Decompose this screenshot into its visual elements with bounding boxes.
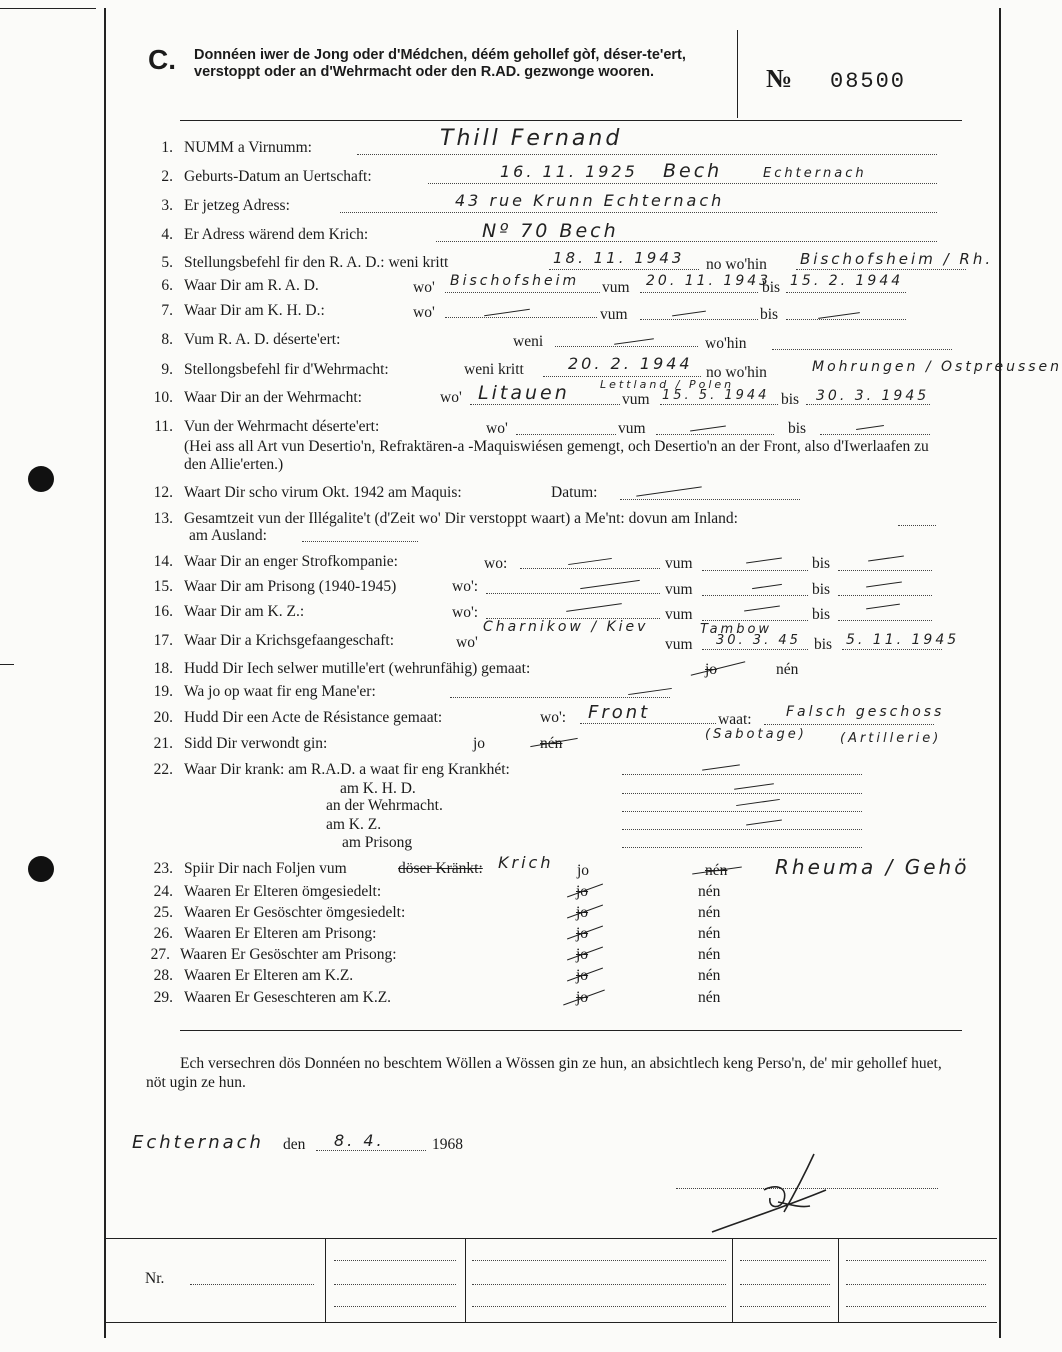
item-label: wo' bbox=[440, 389, 462, 406]
item-label: Waaren Er Gesöschter am Prisong: bbox=[180, 946, 397, 963]
item-number: 8. bbox=[161, 331, 173, 348]
number-sign: № bbox=[766, 64, 793, 93]
item-label: NUMM a Virnumm: bbox=[184, 139, 312, 156]
option-jo-struck: jo bbox=[576, 904, 589, 921]
footer-divider bbox=[325, 1238, 326, 1322]
date-label: den bbox=[283, 1136, 306, 1153]
fill-line bbox=[622, 811, 862, 812]
item-label: Waaren Er Gesöschter ömgesiedelt: bbox=[184, 904, 406, 921]
item-number: 9. bbox=[161, 361, 173, 378]
item-label: vum bbox=[618, 420, 646, 437]
item-label: wo' bbox=[413, 279, 435, 296]
fill-line bbox=[472, 1306, 726, 1307]
option-nen-struck: nén bbox=[705, 862, 728, 879]
fill-line bbox=[740, 1306, 830, 1307]
handwritten-consequences: Rheuma / Gehö bbox=[775, 855, 970, 879]
handwritten-pow-location: Charnikow / Kiev bbox=[483, 619, 649, 635]
option-nen: nén bbox=[698, 925, 721, 942]
fill-line bbox=[470, 404, 620, 405]
item-label: bis bbox=[812, 581, 831, 598]
handwritten-wehrmacht-from: 15. 5. 1944 bbox=[662, 388, 770, 403]
item-label: bis bbox=[812, 555, 831, 572]
item-label: vum bbox=[622, 391, 650, 408]
fill-line bbox=[450, 697, 670, 698]
option-nen-struck: nén bbox=[540, 735, 563, 752]
fill-line bbox=[702, 620, 808, 621]
fill-line bbox=[334, 1284, 456, 1285]
fill-line bbox=[820, 434, 930, 435]
item-label: Vun der Wehrmacht déserte'ert: bbox=[184, 418, 380, 435]
fill-line bbox=[838, 620, 932, 621]
item-number: 15. bbox=[153, 578, 173, 595]
handwritten-birth-place: Bech bbox=[663, 160, 723, 182]
handwritten-cause: Krich bbox=[498, 853, 554, 872]
handwritten-war-address: Nº 70 Bech bbox=[482, 220, 619, 242]
fill-line bbox=[516, 434, 616, 435]
item-label: Waar Dir a Krichsgefaangeschaft: bbox=[184, 632, 395, 649]
item-label: wo' bbox=[486, 420, 508, 437]
option-nen: nén bbox=[698, 946, 721, 963]
item-number: 23. bbox=[153, 860, 173, 877]
item-label: wo'hin bbox=[705, 335, 747, 352]
fill-line bbox=[660, 404, 778, 405]
item-label: wo' bbox=[456, 634, 478, 651]
option-jo-struck: jo bbox=[576, 989, 589, 1006]
option-nen: nén bbox=[698, 904, 721, 921]
signature-mark bbox=[704, 1150, 834, 1238]
footer-divider bbox=[732, 1238, 733, 1322]
fill-line bbox=[740, 1260, 830, 1261]
handwritten-artillery-note: (Artillerie) bbox=[840, 731, 942, 746]
handwritten-pow-to: 5. 11. 1945 bbox=[846, 632, 960, 648]
fill-line bbox=[640, 319, 758, 320]
item-sublabel: an der Wehrmacht. bbox=[326, 797, 443, 814]
item-label: weni bbox=[513, 333, 544, 350]
option-nen: nén bbox=[698, 989, 721, 1006]
footer-top-rule bbox=[104, 1238, 997, 1239]
handwritten-signing-date: 8. 4. bbox=[334, 1131, 385, 1150]
item-label: bis bbox=[788, 420, 807, 437]
item-label: no wo'hin bbox=[706, 256, 767, 273]
signing-year: 1968 bbox=[432, 1136, 463, 1153]
fill-line bbox=[622, 829, 862, 830]
item-number: 20. bbox=[153, 709, 173, 726]
item-label: Spiir Dir nach Foljen vum bbox=[184, 860, 347, 877]
item-number: 19. bbox=[153, 683, 173, 700]
fill-line bbox=[838, 570, 932, 571]
item-label: vum bbox=[665, 581, 693, 598]
item-label: Geburts-Datum an Uertschaft: bbox=[184, 168, 372, 185]
option-nen: nén bbox=[698, 883, 721, 900]
section-rule bbox=[180, 1030, 962, 1031]
item-label: Vum R. A. D. déserte'ert: bbox=[184, 331, 341, 348]
item-number: 5. bbox=[161, 254, 173, 271]
fill-line bbox=[656, 434, 774, 435]
item-number: 4. bbox=[161, 226, 173, 243]
item-label: Wa jo op waat fir eng Mane'er: bbox=[184, 683, 376, 700]
item-label: Waaren Er Elteren am K.Z. bbox=[184, 967, 354, 984]
fill-line bbox=[445, 317, 597, 318]
fill-line bbox=[846, 1260, 986, 1261]
fill-line bbox=[622, 793, 862, 794]
option-jo-struck: jo bbox=[576, 925, 589, 942]
fill-line bbox=[838, 595, 932, 596]
fill-line bbox=[702, 570, 808, 571]
fill-line bbox=[580, 723, 716, 724]
item-label: bis bbox=[812, 606, 831, 623]
item-label: Gesamtzeit vun der Illégalite't (d'Zeit wo' Dir verstoppt waart) a Me'nt: dovun am Inland: bbox=[184, 510, 738, 527]
handwritten-wehrmacht-destination: Mohrungen / Ostpreussen bbox=[812, 359, 1062, 375]
fill-line bbox=[846, 1284, 986, 1285]
item-number: 6. bbox=[161, 277, 173, 294]
item-label: vum bbox=[602, 279, 630, 296]
handwritten-rad-location: Bischofsheim bbox=[450, 273, 580, 289]
fill-line bbox=[334, 1306, 456, 1307]
handwritten-pow-location-2: Tambow bbox=[700, 622, 773, 637]
fill-line bbox=[190, 1284, 314, 1285]
top-edge-line bbox=[0, 8, 96, 9]
item-label: weni kritt bbox=[464, 361, 524, 378]
fill-line bbox=[740, 1284, 830, 1285]
handwritten-wehrmacht-location-2: Lettland / Polen bbox=[600, 378, 735, 391]
footer-divider bbox=[465, 1238, 466, 1322]
footer-divider bbox=[838, 1238, 839, 1322]
option-jo: jo bbox=[577, 862, 590, 879]
item-label: Waar Dir am R. A. D. bbox=[184, 277, 319, 294]
item-label: vum bbox=[600, 306, 628, 323]
item-sublabel: am Prisong bbox=[342, 834, 413, 851]
fill-line bbox=[549, 269, 699, 270]
item-number: 17. bbox=[153, 632, 173, 649]
item-number: 1. bbox=[161, 139, 173, 156]
item-number: 13. bbox=[153, 510, 173, 527]
item-number: 11. bbox=[154, 418, 173, 435]
fill-line bbox=[486, 593, 660, 594]
handwritten-wehrmacht-order-date: 20. 2. 1944 bbox=[568, 354, 693, 373]
item-label: Waaren Er Elteren am Prisong: bbox=[184, 925, 377, 942]
option-nen: nén bbox=[698, 967, 721, 984]
item-label: Waaren Er Elteren ömgesiedelt: bbox=[184, 883, 382, 900]
fill-line bbox=[357, 154, 937, 155]
item-label: Waar Dir am Prisong (1940-1945) bbox=[184, 578, 397, 595]
handwritten-district: Echternach bbox=[763, 166, 867, 181]
handwritten-sabotage-note: (Sabotage) bbox=[705, 727, 807, 742]
item-label: bis bbox=[760, 306, 779, 323]
option-jo-struck: jo bbox=[576, 967, 589, 984]
item-label: no wo'hin bbox=[706, 364, 767, 381]
handwritten-resistance-act: Falsch geschoss bbox=[786, 704, 945, 720]
item-label: Datum: bbox=[551, 484, 598, 501]
handwritten-current-address: 43 rue Krunn Echternach bbox=[455, 191, 725, 210]
handwritten-resistance-place: Front bbox=[588, 702, 651, 723]
punch-hole-bottom bbox=[28, 856, 54, 882]
option-nen: nén bbox=[776, 661, 799, 678]
item-number: 7. bbox=[161, 302, 173, 319]
item-label: vum bbox=[665, 606, 693, 623]
handwritten-signing-place: Echternach bbox=[132, 1132, 264, 1153]
fill-line bbox=[796, 269, 966, 270]
fill-line bbox=[786, 319, 906, 320]
item-note: (Hei ass all Art vun Desertio'n, Refraktären-a -Maquiswiésen gemengt, och Desertio'n an der Front, also d'Iwerlaafen zu den Allie'erten.) bbox=[184, 438, 929, 473]
item-label: wo': bbox=[452, 604, 479, 621]
punch-hole-top bbox=[28, 466, 54, 492]
fill-line bbox=[543, 376, 701, 377]
option-jo-struck: jo bbox=[576, 946, 589, 963]
item-label: waat: bbox=[718, 711, 752, 728]
item-number: 25. bbox=[153, 904, 173, 921]
item-number: 14. bbox=[153, 553, 173, 570]
item-label: Waar Dir am K. H. D.: bbox=[184, 302, 325, 319]
item-label: Stellungsbefehl fir den R. A. D.: weni kritt bbox=[184, 254, 449, 271]
item-number: 22. bbox=[153, 761, 173, 778]
fill-line bbox=[302, 541, 418, 542]
fill-line bbox=[340, 212, 937, 213]
fill-line bbox=[316, 1150, 426, 1151]
item-label: Waar Dir an enger Strofkompanie: bbox=[184, 553, 398, 570]
item-number: 3. bbox=[161, 197, 173, 214]
handwritten-pow-from: 30. 3. 45 bbox=[716, 633, 801, 648]
fill-line bbox=[842, 649, 942, 650]
footer-bottom-rule bbox=[104, 1322, 997, 1323]
fill-line bbox=[786, 292, 906, 293]
item-number: 28. bbox=[153, 967, 173, 984]
footer-nr-label: Nr. bbox=[145, 1270, 165, 1287]
option-jo-struck: jo bbox=[576, 883, 589, 900]
handwritten-rad-order-date: 18. 11. 1943 bbox=[553, 249, 685, 267]
fill-line bbox=[334, 1260, 456, 1261]
fill-line bbox=[806, 404, 930, 405]
item-label: bis bbox=[781, 391, 800, 408]
item-label: Waart Dir scho virum Okt. 1942 am Maquis: bbox=[184, 484, 462, 501]
item-label: vum bbox=[665, 636, 693, 653]
handwritten-rad-destination: Bischofsheim / Rh. bbox=[800, 250, 994, 268]
fill-line bbox=[620, 499, 800, 500]
item-label: bis bbox=[762, 279, 781, 296]
item-number: 29. bbox=[153, 989, 173, 1006]
item-label: Waar Dir krank: am R.A.D. a waat fir eng Krankhét: bbox=[184, 761, 510, 778]
form-title: Donnéen iwer de Jong oder d'Médchen, déém gehollef gòf, déser-te'ert, verstoppt oder an d'Wehrmacht oder den R.AD. gezwonge wooren. bbox=[194, 47, 686, 80]
item-number: 27. bbox=[150, 946, 170, 963]
fill-line bbox=[640, 292, 758, 293]
item-number: 24. bbox=[153, 883, 173, 900]
fill-line bbox=[772, 349, 952, 350]
item-label: Waar Dir am K. Z.: bbox=[184, 603, 305, 620]
item-label: wo': bbox=[452, 578, 479, 595]
section-letter: C. bbox=[148, 44, 176, 75]
option-jo-struck: jo bbox=[705, 661, 718, 678]
item-sublabel: am K. H. D. bbox=[340, 780, 416, 797]
item-label: Er jetzeg Adress: bbox=[184, 197, 290, 214]
form-number: 08500 bbox=[830, 69, 907, 94]
fill-line bbox=[445, 292, 600, 293]
item-number: 18. bbox=[153, 660, 173, 677]
fill-line bbox=[702, 649, 808, 650]
item-number: 26. bbox=[153, 925, 173, 942]
fill-line bbox=[520, 568, 660, 569]
item-label: Er Adress wärend dem Krich: bbox=[184, 226, 369, 243]
item-label: Sidd Dir verwondt gin: bbox=[184, 735, 328, 752]
handwritten-wehrmacht-location: Litauen bbox=[478, 382, 570, 404]
handwritten-birth-date: 16. 11. 1925 bbox=[500, 162, 638, 181]
fill-line bbox=[472, 1284, 726, 1285]
fill-line bbox=[622, 774, 862, 775]
item-label-struck: döser Kränkt: bbox=[398, 860, 483, 877]
fill-line bbox=[555, 346, 698, 347]
declaration-text: Ech versechren dös Donnéen no beschtem Wöllen a Wössen gin ze hun, an absichtlech keng Perso'n, de' mir gehollef huet, nöt ugin ze hun. bbox=[146, 1055, 942, 1091]
item-sublabel: am K. Z. bbox=[326, 816, 382, 833]
item-label: wo': bbox=[540, 709, 567, 726]
item-label: am Ausland: bbox=[189, 527, 267, 544]
item-number: 21. bbox=[153, 735, 173, 752]
handwritten-rad-from: 20. 11. 1943 bbox=[646, 273, 772, 289]
fill-line bbox=[764, 724, 934, 725]
item-label: bis bbox=[814, 636, 833, 653]
fold-mark bbox=[0, 664, 14, 665]
handwritten-wehrmacht-to: 30. 3. 1945 bbox=[816, 388, 930, 404]
item-label: Waar Dir an der Wehrmacht: bbox=[184, 389, 362, 406]
header-divider bbox=[737, 30, 738, 118]
item-label: Hudd Dir een Acte de Résistance gemaat: bbox=[184, 709, 443, 726]
fill-line bbox=[702, 595, 808, 596]
item-label: vum bbox=[665, 555, 693, 572]
handwritten-name: Thill Fernand bbox=[440, 126, 623, 151]
fill-line bbox=[898, 525, 936, 526]
header-bottom-rule bbox=[180, 120, 962, 121]
fill-line bbox=[846, 1306, 986, 1307]
item-number: 12. bbox=[153, 484, 173, 501]
item-number: 16. bbox=[153, 603, 173, 620]
option-jo: jo bbox=[473, 735, 486, 752]
item-label: Hudd Dir Iech selwer mutille'ert (wehrunfähig) gemaat: bbox=[184, 660, 531, 677]
item-label: Stellongsbefehl fir d'Wehrmacht: bbox=[184, 361, 389, 378]
fill-line bbox=[472, 1260, 726, 1261]
fill-line bbox=[428, 183, 937, 184]
item-label: Waaren Er Geseschteren am K.Z. bbox=[184, 989, 392, 1006]
item-number: 2. bbox=[161, 168, 173, 185]
handwritten-rad-to: 15. 2. 1944 bbox=[790, 273, 904, 289]
item-label: wo' bbox=[413, 304, 435, 321]
item-label: wo: bbox=[484, 555, 508, 572]
fill-line bbox=[622, 847, 862, 848]
item-number: 10. bbox=[153, 389, 173, 406]
